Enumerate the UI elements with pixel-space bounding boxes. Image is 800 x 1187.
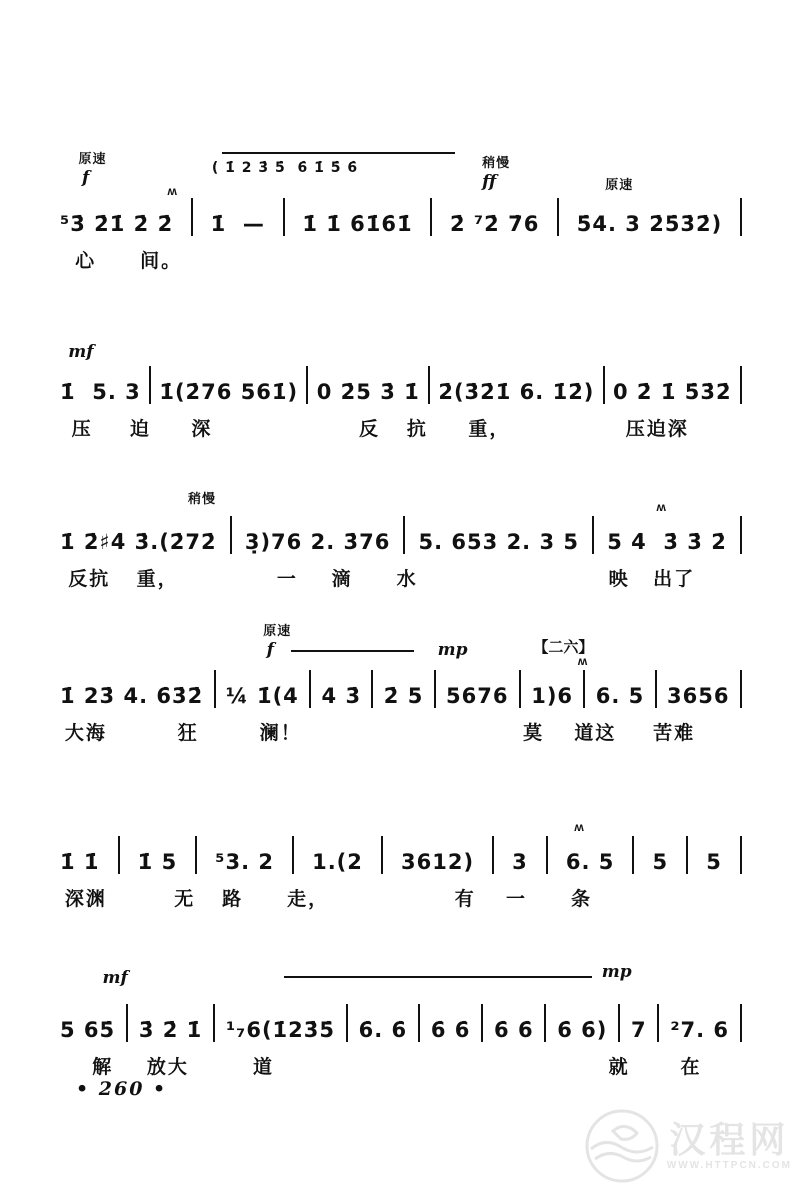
lyric-syllable: 心 (75, 251, 97, 272)
barline (309, 670, 311, 708)
lyric-syllable: 澜！ (259, 723, 302, 744)
watermark (583, 1107, 792, 1185)
barline (191, 198, 193, 236)
watermark-site-url: WWW.HTTPCN.COM (666, 1159, 792, 1171)
phrase-line (284, 976, 592, 978)
measure: ⁵3̇ 2̇1̇ 2̇ 2̇ (60, 211, 174, 236)
notation-line (58, 670, 742, 708)
notation-line (58, 516, 742, 554)
lyric-syllable: 莫 (523, 723, 545, 744)
lyrics-line (58, 718, 742, 748)
barline (655, 670, 657, 708)
measure: ¼ 1̇(4 (225, 683, 299, 708)
lyric-syllable: 映 (608, 569, 630, 590)
measure: 1̇ 1̇ (60, 849, 100, 874)
barline (544, 1004, 546, 1042)
barline (481, 1004, 483, 1042)
lyric-syllable: 重， (136, 569, 179, 590)
lyric-syllable: 出了 (653, 569, 696, 590)
barline (686, 836, 688, 874)
music-system (58, 786, 742, 914)
measure: 6̇ 6̇ (494, 1017, 534, 1042)
measure: ⁵3. 2 (215, 849, 274, 874)
measure: 1̇(2̇76 561̇) (159, 379, 299, 404)
tempo-marking: 稍慢 (482, 155, 511, 170)
lyric-syllable: 抗 (406, 419, 428, 440)
barline (195, 836, 197, 874)
measure: 5676 (446, 683, 509, 708)
lyric-syllable: 就 (608, 1057, 630, 1078)
measure: 2̇ 5 (383, 683, 424, 708)
measure: 5 4̇ 3̇ 3̇ 2̇ (607, 529, 727, 554)
notation-line (58, 836, 742, 874)
lyric-syllable: 路 (222, 889, 244, 910)
barline (583, 670, 585, 708)
music-system (58, 620, 742, 748)
measure: 5 65̇ (60, 1017, 116, 1042)
barline (403, 516, 405, 554)
measure: 6̇ 6̇ (430, 1017, 471, 1042)
lyric-syllable: 重， (468, 419, 511, 440)
lyric-syllable: 深渊 (64, 889, 107, 910)
dynamic-marking: f (266, 640, 274, 660)
measure: 5̇4. 3 2̇5̇3̇2̇) (576, 211, 723, 236)
barline (428, 366, 430, 404)
annotation-strip (58, 954, 742, 1004)
lyrics-line (58, 246, 742, 276)
dynamic-marking: f (81, 168, 90, 188)
barline (418, 1004, 420, 1042)
tempo-marking: 稍慢 (187, 491, 216, 506)
measure: 3 (512, 849, 528, 874)
music-system (58, 316, 742, 444)
lyric-syllable: 压迫深 (625, 419, 689, 440)
barline (592, 516, 594, 554)
measure: 1̇ — (210, 211, 265, 236)
barline (371, 670, 373, 708)
music-system (58, 954, 742, 1082)
barline (519, 670, 521, 708)
measure: 1)6 (531, 683, 574, 708)
section-marking: 【二六】 (533, 639, 594, 656)
barline (632, 836, 634, 874)
lyric-syllable: 走， (287, 889, 330, 910)
lyric-syllable: 无 (174, 889, 196, 910)
dynamic-marking: ff (482, 172, 497, 192)
barline (306, 366, 308, 404)
measure: 6̇ 6̇) (557, 1017, 608, 1042)
barline (557, 198, 559, 236)
measure: 0 2̇5 3̇ 1̇ (316, 379, 420, 404)
lyric-syllable: 大海 (64, 723, 107, 744)
notation-line (58, 198, 742, 236)
lyric-syllable: 滴 (331, 569, 353, 590)
tempo-marking: 原速 (78, 151, 107, 166)
dynamic-marking: mp (601, 962, 632, 982)
barline (434, 670, 436, 708)
lyrics-line (58, 414, 742, 444)
lyric-syllable: 一 (506, 889, 528, 910)
mordent-ornament-icon: ʍ (656, 500, 666, 514)
barline (430, 198, 432, 236)
measure: 6̇. 6̇ (358, 1017, 408, 1042)
watermark-text (666, 1118, 792, 1171)
barline (381, 836, 383, 874)
lyric-syllable: 反 (358, 419, 380, 440)
measure: 1̇ 2̇♯4̇ 3̇.(2̇72̇ (60, 529, 217, 554)
measure: 7 (631, 1017, 647, 1042)
barline (657, 1004, 659, 1042)
measure: 1̇ 1̇ 6̇1̇6̇1̇ (302, 211, 413, 236)
measure: 5 (652, 849, 669, 874)
phrase-line (291, 650, 414, 652)
barline (283, 198, 285, 236)
lyric-syllable: 放大 (146, 1057, 189, 1078)
lyric-syllable: 反抗 (68, 569, 111, 590)
measure: 5 (706, 849, 722, 874)
lyric-syllable: 解 (92, 1057, 114, 1078)
lyric-syllable: 一 (276, 569, 298, 590)
mordent-ornament-icon: ʍ (574, 820, 584, 834)
measure: 1.(2 (312, 849, 363, 874)
notation-line (58, 1004, 742, 1042)
barline (230, 516, 232, 554)
music-system (58, 466, 742, 594)
lyrics-line (58, 564, 742, 594)
annotation-strip (58, 148, 742, 198)
annotation-strip (58, 620, 742, 670)
annotation-strip (58, 466, 742, 516)
barline (118, 836, 120, 874)
barline (618, 1004, 620, 1042)
notation-line (58, 366, 742, 404)
measure: 3̣)76 2. 3̇76 (244, 529, 391, 554)
measure: 1̇ 5. 3 (60, 379, 141, 404)
page-number: • 260 • (76, 1078, 168, 1100)
mordent-ornament-icon: ʍ (167, 184, 177, 198)
measure: 3612) (401, 849, 475, 874)
lyric-syllable: 苦难 (653, 723, 696, 744)
barline (346, 1004, 348, 1042)
tempo-marking: 原速 (605, 177, 634, 192)
cue-phrase: ( 1̇ 2 3̇ 5̇ 6̇ 1̇ 5̇ 6̇ (211, 160, 359, 176)
barline (492, 836, 494, 874)
lyric-syllable: 在 (680, 1057, 702, 1078)
measure: 0 2̇ 1̇ 5̇3̇2̇ (613, 379, 732, 404)
dynamic-marking: mf (68, 342, 94, 362)
barline (740, 670, 742, 708)
lyrics-line (58, 884, 742, 914)
dynamic-marking: mf (102, 968, 128, 988)
barline (292, 836, 294, 874)
measure: 3̇ 2̇ 1̇ (138, 1017, 203, 1042)
lyric-syllable: 迫 (129, 419, 151, 440)
annotation-strip (58, 786, 742, 836)
measure: 4 3̇ (321, 683, 362, 708)
measure: 5. 653 2. 3 5 (418, 529, 579, 554)
barline (740, 1004, 742, 1042)
barline (213, 1004, 215, 1042)
barline (740, 516, 742, 554)
measure: 2̇(3̇2̇1̇ 6. 1̇2̇) (438, 379, 595, 404)
lyric-syllable: 深 (191, 419, 213, 440)
lyric-syllable: 压 (71, 419, 93, 440)
barline (546, 836, 548, 874)
measure: 6. 5 (565, 849, 615, 874)
watermark-logo-icon (583, 1107, 661, 1185)
lyric-syllable: 有 (454, 889, 476, 910)
measure: 6. 5 (595, 683, 645, 708)
dynamic-marking: mp (437, 640, 468, 660)
annotation-strip (58, 316, 742, 366)
mordent-ornament-icon: ʍ (577, 654, 588, 668)
lyric-syllable: 狂 (177, 723, 199, 744)
measure: 2̇ ⁷2̇ 7̇6 (450, 211, 540, 236)
measure: 1̇ 23̇ 4. 6̇3̇2̇ (60, 683, 204, 708)
lyric-syllable: 道这 (574, 723, 617, 744)
measure: 1̇ 5 (137, 849, 178, 874)
measure: ²7. 6 (670, 1017, 730, 1042)
tempo-marking: 原速 (263, 623, 292, 638)
barline (214, 670, 216, 708)
lyric-syllable: 水 (396, 569, 418, 590)
barline (603, 366, 605, 404)
barline (149, 366, 151, 404)
measure: ¹₇6(1̇23̇5̇ (225, 1017, 335, 1042)
music-system (58, 148, 742, 276)
lyric-syllable: 条 (571, 889, 593, 910)
barline (740, 366, 742, 404)
lyric-syllable: 间。 (140, 251, 183, 272)
barline (740, 836, 742, 874)
watermark-site-name: 汉程网 (669, 1118, 790, 1160)
barline (126, 1004, 128, 1042)
phrase-line (222, 152, 455, 154)
barline (740, 198, 742, 236)
measure: 3656 (667, 683, 730, 708)
lyric-syllable: 道 (252, 1057, 274, 1078)
